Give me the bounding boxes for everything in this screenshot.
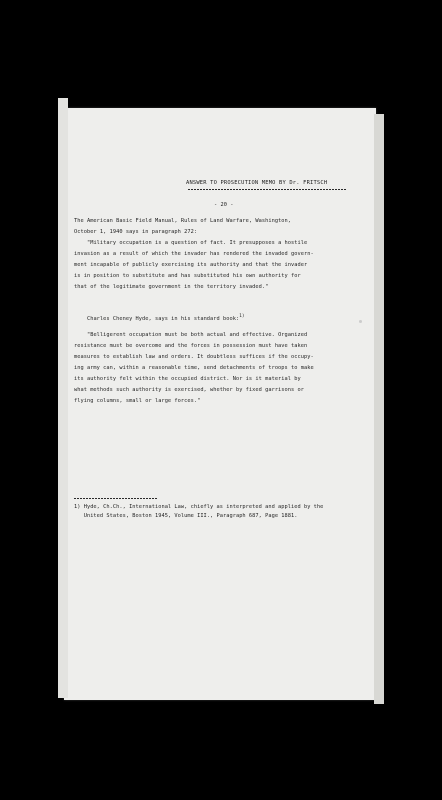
quote1-line-5: that of the legitimate government in the territory invaded." [74,284,269,290]
page-number: - 20 - [214,202,234,208]
document-page [64,108,376,700]
quote1-line-4: is in position to substitute and has substituted his own authority for [74,273,301,279]
paper-speck [359,320,362,323]
document-title: ANSWER TO PROSECUTION MEMO BY Dr. FRITSCH [186,180,328,186]
quote-paragraph-1 [74,238,314,293]
quote1-line-2: invasion as a result of which the invader has rendered the invaded govern- [74,251,314,257]
quote1-line-3: ment incapable of publicly exercising its authority and that the invader [74,262,308,268]
footnote-line-2: United States, Boston 1945, Volume III., Paragraph 687, Page 1881. [74,513,298,519]
quote2-line-2: resistance must be overcome and the forces in possession must have taken [74,343,308,349]
intro-paragraph [74,216,291,238]
intro-line-2: October 1, 1940 says in paragraph 272: [74,229,198,235]
hyde-paragraph [74,311,245,325]
footnote-line-1: 1) Hyde, Ch.Ch., International Law, chiefly as interpreted and applied by the [74,504,324,510]
intro-line-1: The American Basic Field Manual, Rules of Land Warfare, Washington, [74,218,292,224]
footnote-divider [74,498,158,499]
title-underline [188,189,346,190]
quote2-line-3: measures to establish law and orders. It doubtless suffices if the occupy- [74,354,314,360]
quote2-line-4: ing army can, within a reasonable time, send detachments of troops to make [74,365,314,371]
footnote-reference: 1) [239,314,245,319]
quote-paragraph-2 [74,330,314,407]
quote2-line-6: what methods such authority is exercised, whether by fixed garrisons or [74,387,304,393]
footnote [74,503,323,521]
quote2-line-5: its authority felt within the occupied district. Nor is it material by [74,376,301,382]
quote2-line-7: flying columns, small or large forces." [74,398,201,404]
quote1-line-1: "Military occupation is a question of fact. It presupposes a hostile [86,240,308,246]
quote2-line-1: "Belligerent occupation must be both actual and effective. Organized [86,332,308,338]
hyde-text: Charles Cheney Hyde, says in his standard book: [86,315,240,322]
